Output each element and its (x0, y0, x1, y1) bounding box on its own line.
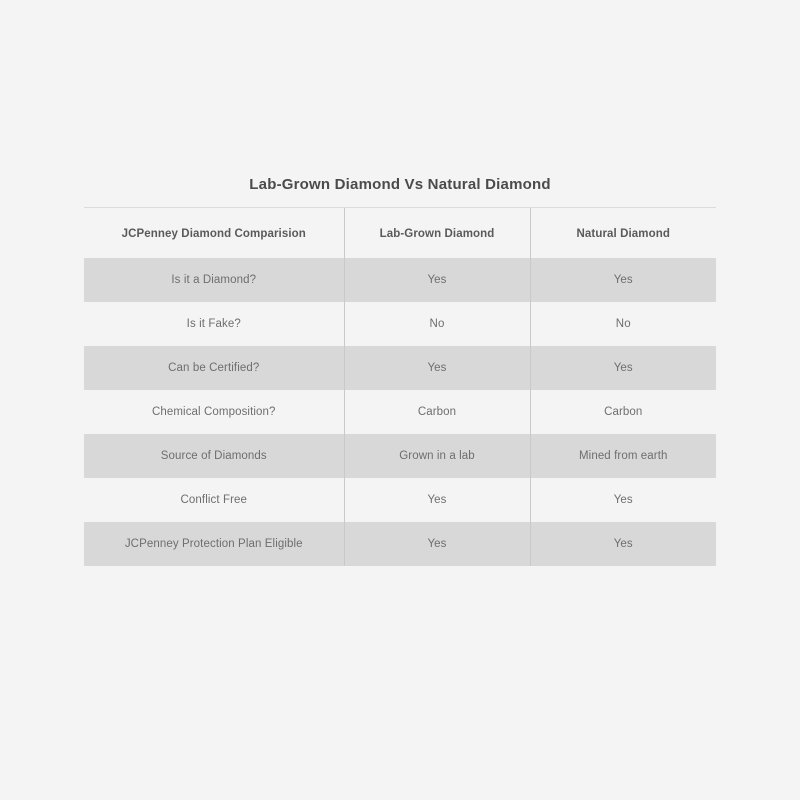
column-header-natural: Natural Diamond (530, 208, 716, 258)
page-title: Lab-Grown Diamond Vs Natural Diamond (84, 176, 716, 208)
cell-feature: Is it a Diamond? (84, 258, 344, 302)
table-body (84, 258, 716, 566)
cell-lab-grown: Yes (344, 346, 530, 390)
cell-feature: Conflict Free (180, 494, 247, 506)
cell-feature: Is it Fake? (186, 318, 241, 330)
cell-lab-grown: Grown in a lab (344, 434, 530, 478)
cell-feature: Chemical Composition? (151, 406, 276, 418)
table-row (84, 434, 716, 478)
table-header (84, 208, 716, 258)
cell-feature: Can be Certified? (84, 346, 344, 390)
cell-natural: Mined from earth (530, 434, 716, 478)
cell-lab-grown: No (344, 302, 530, 346)
diamond-comparison-table (84, 208, 716, 566)
cell-natural: Yes (530, 522, 716, 566)
comparison-table-container (84, 176, 716, 566)
cell-feature: Source of Diamonds (84, 434, 344, 478)
cell-lab-grown: Yes (344, 522, 530, 566)
cell-natural: No (530, 302, 716, 346)
column-header-lab-grown: Lab-Grown Diamond (344, 208, 530, 258)
table-row (84, 302, 716, 346)
cell-lab-grown: Yes (344, 258, 530, 302)
table-header-row (84, 208, 716, 258)
column-header-feature: JCPenney Diamond Comparision (121, 228, 306, 240)
table-row (84, 346, 716, 390)
table-row (84, 478, 716, 522)
cell-natural: Yes (530, 478, 716, 522)
table-row (84, 258, 716, 302)
cell-lab-grown: Carbon (344, 390, 530, 434)
cell-natural: Yes (530, 258, 716, 302)
cell-lab-grown: Yes (344, 478, 530, 522)
cell-feature: JCPenney Protection Plan Eligible (84, 522, 344, 566)
table-row (84, 390, 716, 434)
cell-natural: Yes (530, 346, 716, 390)
cell-natural: Carbon (530, 390, 716, 434)
table-row (84, 522, 716, 566)
